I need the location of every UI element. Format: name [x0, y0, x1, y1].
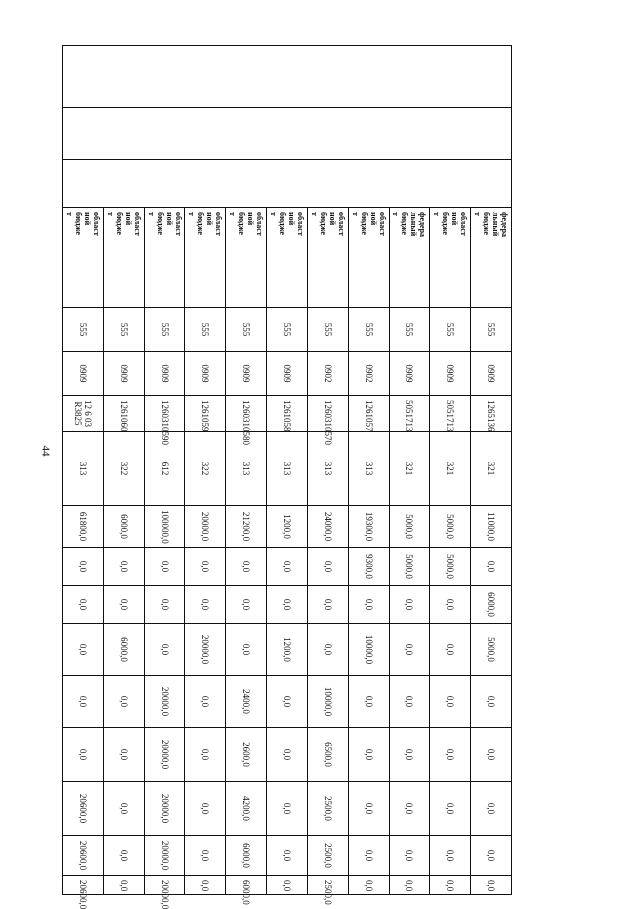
cell-y1: 9300,0 — [348, 548, 389, 586]
cell-y4: 20000,0 — [144, 676, 185, 728]
cell-gr: 555 — [430, 308, 471, 352]
cell-y6: 0,0 — [348, 782, 389, 836]
cell-gr: 555 — [267, 308, 308, 352]
cell-y3: 0,0 — [389, 624, 430, 676]
cell-y1: 0,0 — [63, 548, 104, 586]
rotated-table-frame — [62, 45, 512, 909]
cell-y1: 5000,0 — [389, 548, 430, 586]
cell-total: 11000,0 — [471, 506, 512, 548]
cell-total: 20000,0 — [185, 506, 226, 548]
cell-y2: 0,0 — [226, 586, 267, 624]
cell-y4: 2400,0 — [226, 676, 267, 728]
cell-y7: 6000,0 — [226, 836, 267, 876]
cell-total: 21200,0 — [226, 506, 267, 548]
cell-y8: 0,0 — [103, 876, 144, 895]
cell-y4: 0,0 — [103, 676, 144, 728]
cell-y8: 6000,0 — [226, 876, 267, 895]
cell-rz: 0909 — [430, 352, 471, 396]
cell-y7: 0,0 — [103, 836, 144, 876]
budget-table — [62, 45, 512, 909]
cell-total: 19300,0 — [348, 506, 389, 548]
cell-y1: 0,0 — [226, 548, 267, 586]
cell-y7: 0,0 — [430, 836, 471, 876]
cell-y4: 0,0 — [185, 676, 226, 728]
cell-y2: 0,0 — [103, 586, 144, 624]
cell-vr: 321 — [389, 432, 430, 506]
cell-y2: 0,0 — [389, 586, 430, 624]
cell-y5: 0,0 — [430, 728, 471, 782]
cell-y5: 0,0 — [185, 728, 226, 782]
cell-source: област ной бюдже т — [185, 208, 226, 308]
cell-y2: 0,0 — [63, 586, 104, 624]
cell-y1: 0,0 — [307, 548, 348, 586]
cell-gr: 555 — [103, 308, 144, 352]
cell-gr: 555 — [307, 308, 348, 352]
cell-y1: 0,0 — [103, 548, 144, 586]
cell-gr: 555 — [471, 308, 512, 352]
cell-y2: 6000,0 — [471, 586, 512, 624]
cell-y7: 2500,0 — [307, 836, 348, 876]
cell-y5: 6500,0 — [307, 728, 348, 782]
cell-source: област ной бюдже т — [103, 208, 144, 308]
cell-source: област ной бюдже т — [348, 208, 389, 308]
cell-gr: 555 — [63, 308, 104, 352]
cell-y4: 0,0 — [63, 676, 104, 728]
cell-y3: 6000,0 — [103, 624, 144, 676]
cell-y5: 0,0 — [63, 728, 104, 782]
cell-y1: 0,0 — [471, 548, 512, 586]
cell-vr: 313 — [307, 432, 348, 506]
cell-y6: 20000,0 — [144, 782, 185, 836]
cell-y5: 0,0 — [267, 728, 308, 782]
cell-vr: 313 — [226, 432, 267, 506]
cell-y6: 0,0 — [430, 782, 471, 836]
cell-y4: 10000,0 — [307, 676, 348, 728]
cell-y6: 0,0 — [103, 782, 144, 836]
cell-source: федера льный бюдже т — [471, 208, 512, 308]
cell-y8: 0,0 — [348, 876, 389, 895]
cell-y2: 0,0 — [185, 586, 226, 624]
cell-y5: 2600,0 — [226, 728, 267, 782]
cell-y8: 0,0 — [267, 876, 308, 895]
cell-y3: 0,0 — [226, 624, 267, 676]
cell-cs: 1265136 — [471, 396, 512, 432]
cell-y2: 0,0 — [144, 586, 185, 624]
cell-y8: 0,0 — [389, 876, 430, 895]
cell-source: област ной бюдже т — [267, 208, 308, 308]
cell-y6: 0,0 — [267, 782, 308, 836]
cell-cs: 1261059 — [185, 396, 226, 432]
cell-y3: 0,0 — [63, 624, 104, 676]
cell-rz: 0909 — [226, 352, 267, 396]
cell-gr: 555 — [144, 308, 185, 352]
cell-y3: 0,0 — [307, 624, 348, 676]
cell-total: 6000,0 — [103, 506, 144, 548]
cell-total: 5000,0 — [389, 506, 430, 548]
blank-col-2 — [63, 108, 512, 160]
cell-vr: 321 — [430, 432, 471, 506]
cell-y3: 0,0 — [430, 624, 471, 676]
cell-total: 5000,0 — [430, 506, 471, 548]
cell-gr: 555 — [226, 308, 267, 352]
cell-y1: 0,0 — [144, 548, 185, 586]
cell-source: област ной бюдже т — [144, 208, 185, 308]
cell-total: 24000,0 — [307, 506, 348, 548]
cell-y3: 10000,0 — [348, 624, 389, 676]
cell-y6: 20600,0 — [63, 782, 104, 836]
cell-y3: 1200,0 — [267, 624, 308, 676]
cell-cs: 5051713 — [430, 396, 471, 432]
cell-y6: 4200,0 — [226, 782, 267, 836]
cell-vr: 313 — [348, 432, 389, 506]
cell-y7: 20600,0 — [63, 836, 104, 876]
page-number: 44 — [39, 445, 52, 457]
cell-cs: 5051713 — [389, 396, 430, 432]
cell-y8: 20600,0 — [63, 876, 104, 895]
cell-y8: 0,0 — [185, 876, 226, 895]
cell-y7: 0,0 — [267, 836, 308, 876]
cell-source: област ной бюдже т — [307, 208, 348, 308]
table-row — [471, 46, 512, 895]
cell-y2: 0,0 — [430, 586, 471, 624]
cell-y1: 0,0 — [185, 548, 226, 586]
cell-y2: 0,0 — [267, 586, 308, 624]
cell-cs: 1261057 — [348, 396, 389, 432]
cell-cs: 1260310580 — [226, 396, 267, 432]
cell-vr: 322 — [103, 432, 144, 506]
cell-y7: 0,0 — [185, 836, 226, 876]
cell-y4: 0,0 — [471, 676, 512, 728]
cell-cs: 1261060 — [103, 396, 144, 432]
cell-y7: 0,0 — [471, 836, 512, 876]
cell-y8: 0,0 — [430, 876, 471, 895]
cell-rz: 0909 — [185, 352, 226, 396]
cell-y8: 0,0 — [471, 876, 512, 895]
cell-gr: 555 — [348, 308, 389, 352]
cell-y6: 2500,0 — [307, 782, 348, 836]
cell-rz: 0902 — [348, 352, 389, 396]
cell-y6: 0,0 — [185, 782, 226, 836]
cell-y5: 0,0 — [471, 728, 512, 782]
cell-y6: 0,0 — [471, 782, 512, 836]
cell-rz: 0909 — [267, 352, 308, 396]
cell-total: 100000,0 — [144, 506, 185, 548]
cell-vr: 313 — [267, 432, 308, 506]
cell-cs: 1261058 — [267, 396, 308, 432]
cell-rz: 0902 — [307, 352, 348, 396]
cell-rz: 0909 — [471, 352, 512, 396]
cell-total: 61800,0 — [63, 506, 104, 548]
cell-gr: 555 — [389, 308, 430, 352]
cell-y3: 0,0 — [144, 624, 185, 676]
cell-source: област ной бюдже т — [63, 208, 104, 308]
cell-vr: 313 — [63, 432, 104, 506]
cell-y3: 5000,0 — [471, 624, 512, 676]
cell-y3: 20000,0 — [185, 624, 226, 676]
cell-vr: 321 — [471, 432, 512, 506]
cell-y7: 0,0 — [348, 836, 389, 876]
cell-y5: 0,0 — [103, 728, 144, 782]
cell-y1: 5000,0 — [430, 548, 471, 586]
cell-y8: 2500,0 — [307, 876, 348, 895]
cell-y4: 0,0 — [267, 676, 308, 728]
cell-y5: 0,0 — [348, 728, 389, 782]
blank-col-3 — [63, 160, 512, 208]
cell-y2: 0,0 — [348, 586, 389, 624]
cell-source: федера льный бюдже т — [389, 208, 430, 308]
cell-y4: 0,0 — [389, 676, 430, 728]
cell-total: 1200,0 — [267, 506, 308, 548]
cell-y4: 0,0 — [430, 676, 471, 728]
cell-vr: 612 — [144, 432, 185, 506]
cell-y5: 0,0 — [389, 728, 430, 782]
cell-source: област ной бюдже т — [430, 208, 471, 308]
cell-source: област ной бюдже т — [226, 208, 267, 308]
cell-y4: 0,0 — [348, 676, 389, 728]
cell-cs: 1260310570 — [307, 396, 348, 432]
cell-y5: 20000,0 — [144, 728, 185, 782]
cell-vr: 322 — [185, 432, 226, 506]
cell-rz: 0909 — [389, 352, 430, 396]
cell-y8: 20000,0 — [144, 876, 185, 895]
cell-rz: 0909 — [103, 352, 144, 396]
blank-col-1 — [63, 46, 512, 108]
cell-rz: 0909 — [144, 352, 185, 396]
cell-y2: 0,0 — [307, 586, 348, 624]
cell-rz: 0909 — [63, 352, 104, 396]
cell-gr: 555 — [185, 308, 226, 352]
cell-cs: 12 6 03 R3825 — [63, 396, 104, 432]
cell-y7: 0,0 — [389, 836, 430, 876]
cell-y1: 0,0 — [267, 548, 308, 586]
cell-y6: 0,0 — [389, 782, 430, 836]
cell-y7: 20000,0 — [144, 836, 185, 876]
cell-cs: 1260310590 — [144, 396, 185, 432]
